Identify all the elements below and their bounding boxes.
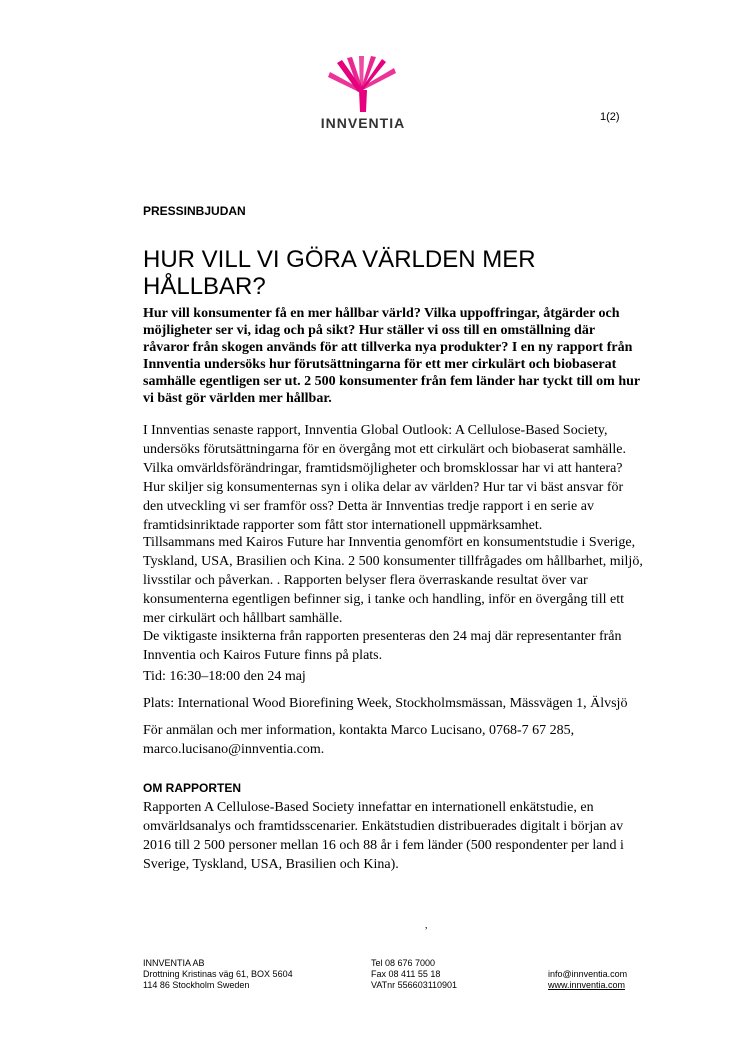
event-place: Plats: International Wood Biorefining Week, Stockholmsmässan, Mässvägen 1, Älvsjö (143, 696, 628, 711)
page-number: 1(2) (600, 111, 620, 123)
footer-address (143, 958, 293, 991)
stray-mark: , (425, 920, 428, 931)
footer-company: INNVENTIA AB (143, 958, 205, 968)
footer-tel: Tel 08 676 7000 (371, 958, 436, 968)
footer-city: 114 86 Stockholm Sweden (143, 980, 250, 990)
footer-phone-block (371, 958, 457, 991)
footer-web-link[interactable]: www.innventia.com (548, 980, 626, 990)
footer-contact-block (548, 969, 627, 991)
about-section-title: OM RAPPORTEN (143, 781, 242, 795)
footer-street: Drottning Kristinas väg 61, BOX 5604 (143, 969, 293, 979)
logo-wordmark: INNVENTIA (320, 115, 406, 131)
body-paragraph-report: I Innventias senaste rapport, Innventia Global Outlook: A Cellulose-Based Society, undersöks förutsättningarna för en övergång mot ett cirkulärt och biobaserat samhälle. Vilka omvärldsförändringar, framtidsmöjligheter och bromsklossar har vi att hantera? Hur skiljer sig konsumenternas syn i olika delar av världen? Hur tar vi bäst ansvar för den utveckling vi ser framför oss? Detta är Innventias tredje rapport i en serie av framtidsinriktade rapporter som fått stor internationell uppmärksamhet. (143, 423, 626, 533)
about-section-text: Rapporten A Cellulose-Based Society innefattar en internationell enkätstudie, en omvärldsanalys och framtidsscenarier. Enkätstudien distribuerades digitalt i början av 2016 till 2 500 personer mellan 16 och 88 år i fem länder (500 respondenter per land i Sverige, Tyskland, USA, Brasilien och Kina). (143, 800, 624, 872)
contact-info: För anmälan och mer information, kontakta Marco Lucisano, 0768-7 67 285, marco.lucisano@innventia.com. (143, 723, 575, 757)
headline: HUR VILL VI GÖRA VÄRLDEN MER HÅLLBAR? (143, 246, 536, 300)
footer-vat: VATnr 556603110901 (371, 980, 458, 990)
body-paragraph-study: Tillsammans med Kairos Future har Innventia genomfört en konsumentstudie i Sverige, Tyskland, USA, Brasilien och Kina. 2 500 konsumenter tillfrågades om hållbarhet, miljö, livsstilar och påverkan. . Rapporten belyser flera överraskande resultat över var konsumenterna egentligen befinner sig, i tanke och handling, inför en övergång till ett mer cirkulärt och hållbart samhälle. (143, 535, 643, 626)
footer-fax: Fax 08 411 55 18 (371, 969, 441, 979)
footer-email-link[interactable]: info@innventia.com (548, 969, 628, 979)
document-type-label: PRESSINBJUDAN (143, 204, 246, 218)
event-time: Tid: 16:30–18:00 den 24 maj (143, 669, 306, 684)
lead-paragraph: Hur vill konsumenter få en mer hållbar värld? Vilka uppoffringar, åtgärder och möjligheter ser vi, idag och på sikt? Hur ställer vi oss till en omställning där råvaror från skogen används för att tillverka nya produkter? I en ny rapport från Innventia undersöks hur förutsättningarna för ett mer cirkulärt och biobaserat samhälle egentligen ser ut. 2 500 konsumenter från fem länder har tyckt till om hur vi bäst gör världen mer hållbar. (143, 306, 640, 406)
body-paragraph-presentation: De viktigaste insikterna från rapporten presenteras den 24 maj där representanter från Innventia och Kairos Future finns på plats. (143, 629, 622, 663)
